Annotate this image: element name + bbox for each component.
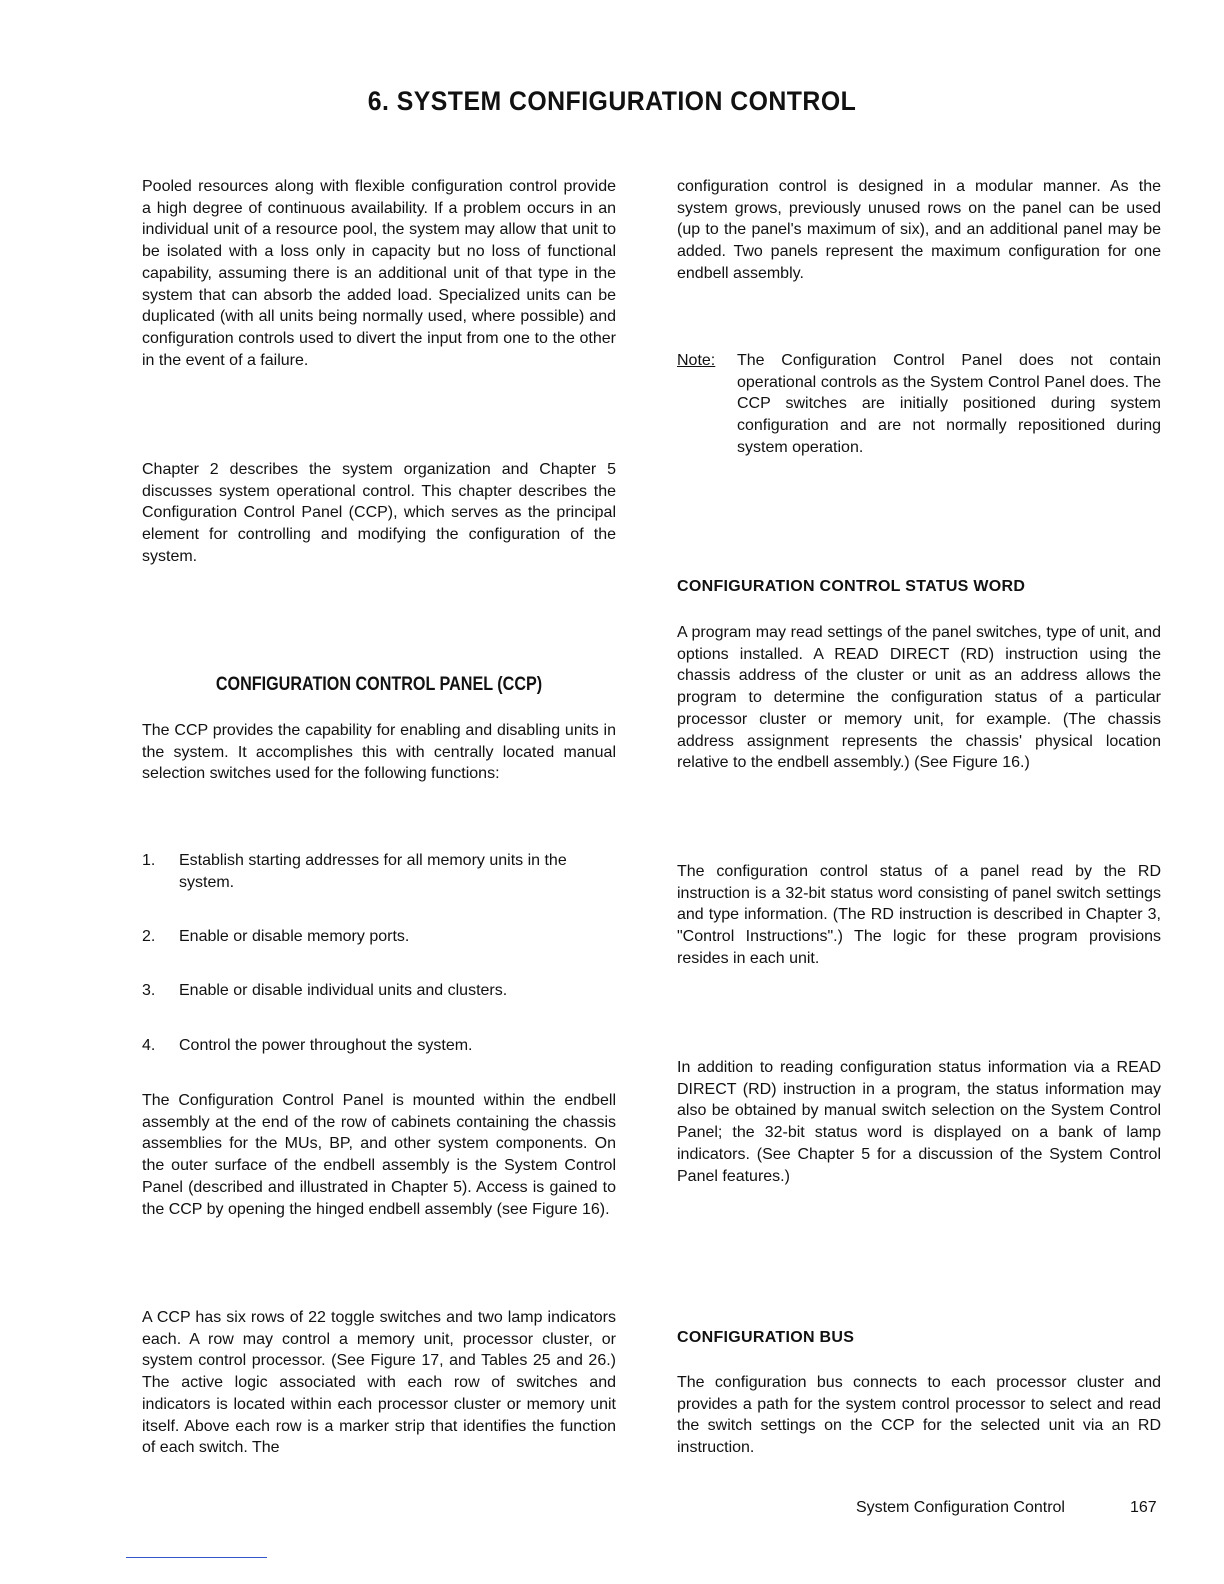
footer-running-title: System Configuration Control bbox=[856, 1499, 1065, 1516]
configuration-bus-paragraph: The configuration bus connects to each processor cluster and provides a path for the system control processor to select and read the switch settings on the CCP for the selected unit via an RD instruction. bbox=[677, 1374, 1161, 1457]
ccp-description-paragraph: The CCP provides the capability for enabling and disabling units in the system. It accomplishes this with centrally located manual selection switches used for the following functions: bbox=[142, 722, 616, 783]
status-word-heading: CONFIGURATION CONTROL STATUS WORD bbox=[677, 578, 1026, 595]
page-title: 6. SYSTEM CONFIGURATION CONTROL bbox=[367, 86, 857, 116]
list-item-text: Establish starting addresses for all memory units in the system. bbox=[179, 852, 567, 891]
intro-paragraph: Pooled resources along with flexible configuration control provide a high degree of continuous availability. If a problem occurs in an individual unit of a resource pool, the system may allow that unit to be isolated with a loss only in capacity but no loss of functional capability, assuming there is an additional unit of that type in the system that can absorb the added load. Specialized units can be duplicated (with all units being normally used, where possible) and configuration controls used to divert the input from one to the other in the event of a failure. bbox=[142, 178, 616, 369]
list-item-number: 1. bbox=[142, 852, 156, 869]
list-item-number: 3. bbox=[142, 982, 156, 999]
bottom-divider bbox=[126, 1557, 267, 1558]
list-item-text: Enable or disable individual units and clusters. bbox=[179, 982, 508, 999]
note-text: The Configuration Control Panel does not contain operational controls as the System Control Panel does. The CCP switches are initially positioned during system configuration and are not normally repositioned during system operation. bbox=[737, 352, 1161, 456]
list-item-text: Control the power throughout the system. bbox=[179, 1037, 473, 1054]
list-item-number: 4. bbox=[142, 1037, 156, 1054]
list-item-text: Enable or disable memory ports. bbox=[179, 928, 410, 945]
list-item-number: 2. bbox=[142, 928, 156, 945]
page-number: 167 bbox=[1130, 1499, 1157, 1516]
status-manual-read-paragraph: In addition to reading configuration status information via a READ DIRECT (RD) instruction in a program, the status information may also be obtained by manual switch selection on the System Control Panel; the 32-bit status word is displayed on a bank of lamp indicators. (See Chapter 5 for a discussion of the System Control Panel features.) bbox=[677, 1059, 1161, 1185]
modular-design-paragraph: configuration control is designed in a modular manner. As the system grows, previously unused rows on the panel can be used (up to the panel's maximum of six), and an additional panel may be added. Two panels represent the maximum configuration for one endbell assembly. bbox=[677, 178, 1161, 282]
status-word-paragraph: A program may read settings of the panel switches, type of unit, and options installed. A READ DIRECT (RD) instruction using the chassis address of the cluster or unit as an address allows the program to determine the configuration status of a particular processor cluster or memory unit, for example. (The chassis address assignment represents the chassis' physical location relative to the endbell assembly.) (See Figure 16.) bbox=[677, 624, 1161, 772]
chapter-overview-paragraph: Chapter 2 describes the system organization and Chapter 5 discusses system operational control. This chapter describes the Configuration Control Panel (CCP), which serves as the principal element for controlling and modifying the configuration of the system. bbox=[142, 461, 616, 565]
ccp-rows-paragraph: A CCP has six rows of 22 toggle switches and two lamp indicators each. A row may control a memory unit, processor cluster, or system control processor. (See Figure 17, and Tables 25 and 26.) The active logic associated with each row of switches and indicators is located within each processor cluster or memory unit itself. Above each row is a marker strip that identifies the function of each switch. The bbox=[142, 1309, 616, 1457]
ccp-location-paragraph: The Configuration Control Panel is mounted within the endbell assembly at the end of the row of cabinets containing the chassis assemblies for the MUs, BP, and other system components. On the outer surface of the endbell assembly is the System Control Panel (described and illustrated in Chapter 5). Access is gained to the CCP by opening the hinged endbell assembly (see Figure 16). bbox=[142, 1092, 616, 1218]
configuration-bus-heading: CONFIGURATION BUS bbox=[677, 1329, 855, 1346]
ccp-section-heading: CONFIGURATION CONTROL PANEL (CCP) bbox=[215, 674, 543, 695]
note-label: Note: bbox=[677, 352, 716, 369]
status-word-format-paragraph: The configuration control status of a panel read by the RD instruction is a 32-bit status word consisting of panel switch settings and type information. (The RD instruction is described in Chapter 3, "Control Instructions".) The logic for these program provisions resides in each unit. bbox=[677, 863, 1161, 967]
